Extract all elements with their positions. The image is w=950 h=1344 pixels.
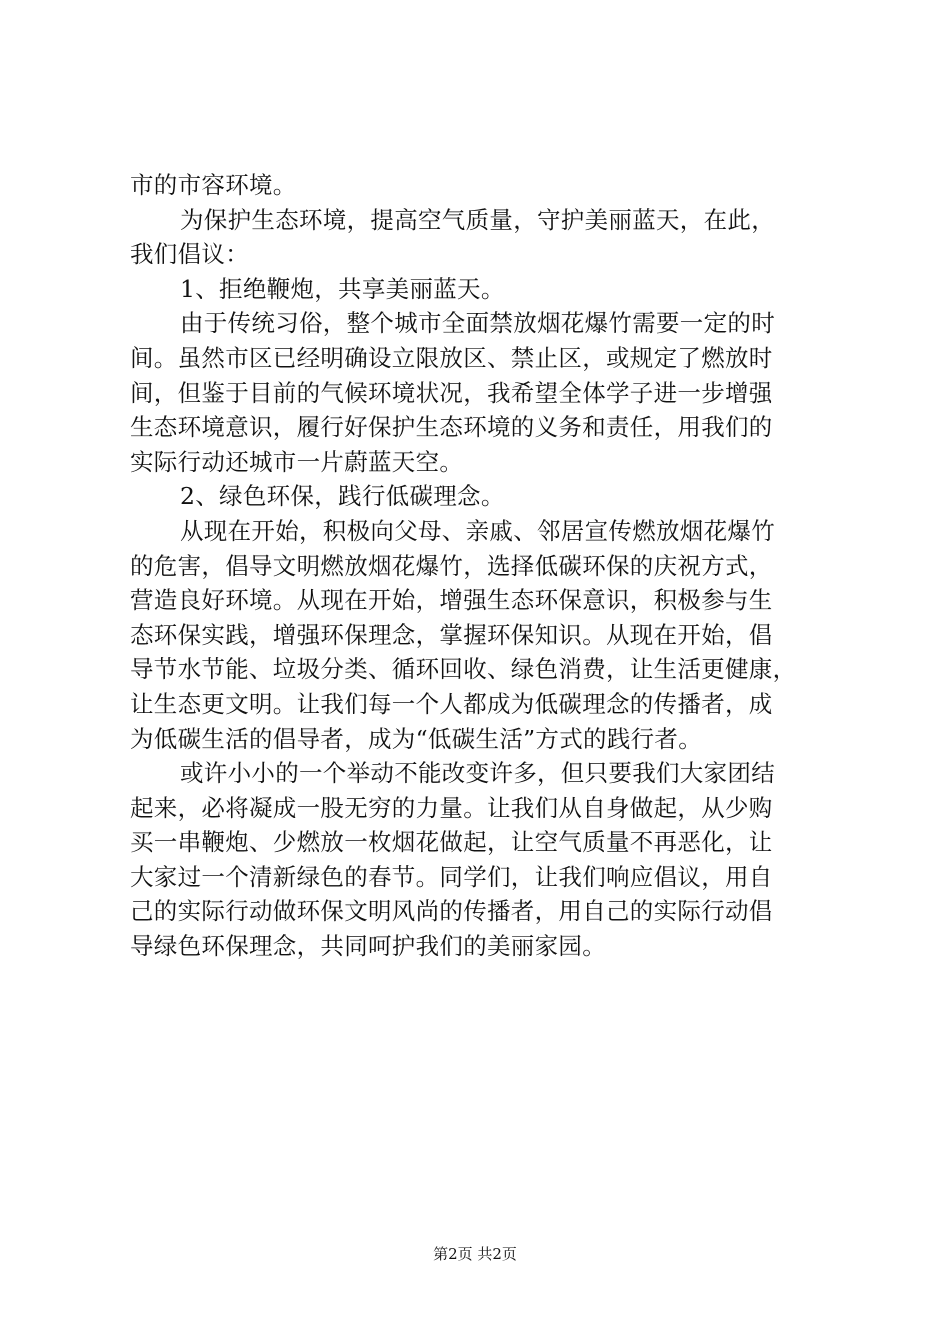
- text-line: 间，但鉴于目前的气候环境状况，我希望全体学子进一步增强: [130, 378, 773, 407]
- paragraph-line: 由于传统习俗，整个城市全面禁放烟花爆竹需要一定的时: [180, 309, 775, 338]
- text-line: 大家过一个清新绿色的春节。同学们，让我们响应倡议，用自: [130, 862, 773, 891]
- body-text: [130, 168, 830, 964]
- text-line: 起来，必将凝成一股无穷的力量。让我们从自身做起，从少购: [130, 793, 773, 822]
- paragraph-line: 或许小小的一个举动不能改变许多，但只要我们大家团结: [180, 759, 775, 788]
- page-number-footer: 第2页 共2页: [433, 1245, 517, 1263]
- text-line: 己的实际行动做环保文明风尚的传播者，用自己的实际行动倡: [130, 897, 773, 926]
- text-line: 买一串鞭炮、少燃放一枚烟花做起，让空气质量不再恶化，让: [130, 828, 773, 857]
- text-line: 为低碳生活的倡导者，成为“低碳生活”方式的践行者。: [130, 724, 703, 753]
- text-line: 实际行动还城市一片蔚蓝天空。: [130, 447, 464, 476]
- text-line: 导绿色环保理念，共同呵护我们的美丽家园。: [130, 932, 606, 961]
- text-line: 生态环境意识，履行好保护生态环境的义务和责任，用我们的: [130, 413, 773, 442]
- paragraph-line: 从现在开始，积极向父母、亲戚、邻居宣传燃放烟花爆竹: [180, 516, 775, 545]
- paragraph-line: 为保护生态环境，提高空气质量，守护美丽蓝天，在此，: [180, 205, 775, 234]
- text-line: 导节水节能、垃圾分类、循环回收、绿色消费，让生活更健康，: [130, 655, 797, 684]
- text-line: 间。虽然市区已经明确设立限放区、禁止区，或规定了燃放时: [130, 343, 773, 372]
- text-line: 的危害，倡导文明燃放烟花爆竹，选择低碳环保的庆祝方式，: [130, 551, 773, 580]
- text-line: 市的市容环境。: [130, 171, 297, 199]
- text-line: 我们倡议：: [130, 240, 249, 269]
- section-heading-2: 2、绿色环保，践行低碳理念。: [180, 482, 505, 511]
- text-line: 态环保实践，增强环保理念，掌握环保知识。从现在开始，倡: [130, 620, 773, 649]
- text-line: 营造良好环境。从现在开始，增强生态环保意识，积极参与生: [130, 586, 773, 615]
- section-heading-1: 1、拒绝鞭炮，共享美丽蓝天。: [180, 274, 505, 303]
- text-line: 让生态更文明。让我们每一个人都成为低碳理念的传播者，成: [130, 689, 773, 718]
